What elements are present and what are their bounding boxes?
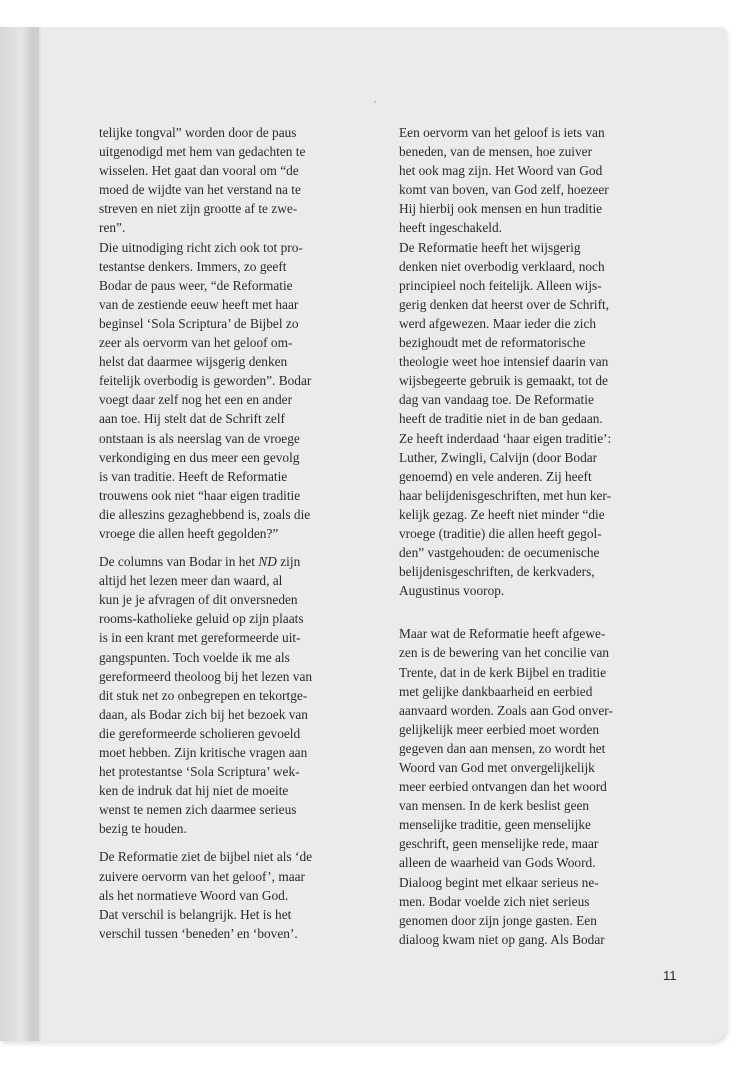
text-line: van mensen. In de kerk beslist geen bbox=[399, 798, 590, 814]
text-line: vroege (traditie) die allen heeft gegol- bbox=[399, 525, 602, 541]
text-line: menselijke traditie, geen menselijke bbox=[399, 817, 591, 833]
text-line: bezig te houden. bbox=[99, 821, 187, 837]
text-line: Trente, dat in de kerk Bijbel en traditie bbox=[399, 664, 607, 680]
text-line: kelijk gezag. Ze heeft niet minder “die bbox=[399, 506, 605, 522]
text-line: helst dat daarmee wijsgerig denken bbox=[99, 354, 288, 370]
text-line: telijke tongval” worden door de paus bbox=[99, 125, 297, 140]
text-line: die gereformeerde scholieren gevoeld bbox=[99, 725, 301, 741]
text-line: Een oervorm van het geloof is iets van bbox=[399, 125, 605, 140]
text-line: voegt daar zelf nog het een en ander bbox=[99, 392, 293, 408]
text-line: Augustinus voorop. bbox=[399, 583, 505, 599]
text-line: De Reformatie ziet de bijbel niet als ‘de bbox=[99, 849, 313, 865]
newspaper-abbreviation: ND bbox=[258, 554, 277, 570]
text-line: zen is de bewering van het concilie van bbox=[399, 645, 610, 661]
text-line: vroege die allen heeft gegolden?” bbox=[99, 525, 279, 541]
text-line: die alleszins gezaghebbend is, zoals die bbox=[99, 506, 311, 522]
text-line: geschrift, geen menselijke rede, maar bbox=[399, 836, 599, 852]
text-line: genoemd) en vele anderen. Zij heeft bbox=[399, 468, 592, 484]
text-line: moed de wijdte van het verstand na te bbox=[99, 182, 301, 198]
paragraph-7 bbox=[399, 624, 661, 949]
page-fold-line bbox=[36, 27, 39, 1041]
text-line: beneden, van de mensen, hoe zuiver bbox=[399, 144, 593, 160]
text-line: is in een krant met gereformeerde uit- bbox=[99, 630, 301, 646]
text-line: men. Bodar voelde zich niet serieus bbox=[399, 893, 590, 909]
paragraph-5 bbox=[399, 123, 661, 238]
text-line: Ze heeft inderdaad ‘haar eigen traditie’: bbox=[399, 430, 612, 446]
text-line: zeer als oervorm van het geloof om- bbox=[99, 335, 293, 351]
text-line: gerig denken dat heerst over de Schrift, bbox=[399, 296, 610, 312]
text-line: gangspunten. Toch voelde ik me als bbox=[99, 649, 290, 665]
text-line: komt van boven, van God zelf, hoezeer bbox=[399, 182, 609, 198]
text-line: dialoog kwam niet op gang. Als Bodar bbox=[399, 931, 605, 947]
text-line: daan, als Bodar zich bij het bezoek van bbox=[99, 706, 308, 722]
paragraph-6 bbox=[399, 238, 661, 601]
paragraph-1 bbox=[99, 123, 363, 238]
text-line: moet hebben. Zijn kritische vragen aan bbox=[99, 745, 308, 760]
text-line: Bodar de paus weer, “de Reformatie bbox=[99, 277, 293, 293]
paragraph-3 bbox=[99, 552, 363, 838]
text-line: Die uitnodiging richt zich ook tot pro- bbox=[99, 239, 303, 255]
text-line: het protestantse ‘Sola Scriptura’ wek- bbox=[99, 764, 300, 780]
paragraph-4 bbox=[99, 847, 363, 942]
left-text-column bbox=[99, 123, 363, 943]
text-line: Dat verschil is belangrijk. Het is het bbox=[99, 906, 292, 922]
text-line: ontstaan is als neerslag van de vroege bbox=[99, 430, 300, 446]
text-fragment: De columns van Bodar in het bbox=[99, 554, 259, 570]
text-line: ren”. bbox=[99, 220, 126, 236]
page-number: 11 bbox=[663, 968, 677, 983]
text-line: testantse denkers. Immers, zo geeft bbox=[99, 258, 287, 274]
right-text-column bbox=[399, 123, 661, 949]
text-line bbox=[99, 552, 363, 571]
text-line: gegeven dan aan mensen, zo wordt het bbox=[399, 740, 606, 756]
text-line: is van traditie. Heeft de Reformatie bbox=[99, 468, 288, 484]
text-line: trouwens ook niet “haar eigen traditie bbox=[99, 487, 301, 503]
text-line: wisselen. Het gaat dan vooral om “de bbox=[99, 163, 299, 179]
text-line: als het normatieve Woord van God. bbox=[99, 887, 289, 903]
text-fragment: zijn bbox=[276, 554, 301, 570]
text-line: wijsbegeerte gebruik is gemaakt, tot de bbox=[399, 373, 608, 389]
text-line: aanvaard worden. Zoals aan God onver- bbox=[399, 702, 613, 718]
text-line: principieel noch feitelijk. Alleen wijs- bbox=[399, 277, 602, 293]
text-line: genomen door zijn jonge gasten. Een bbox=[399, 912, 597, 928]
text-line: Woord van God met onvergelijkelijk bbox=[399, 760, 595, 775]
text-line: dit stuk net zo onbegrepen en tekortge- bbox=[99, 687, 308, 703]
text-line: kun je je afvragen of dit onversneden bbox=[99, 592, 298, 608]
text-line: van de zestiende eeuw heeft met haar bbox=[99, 296, 299, 312]
text-line: heeft ingeschakeld. bbox=[399, 220, 502, 236]
text-line: bezighoudt met de reformatorische bbox=[399, 335, 586, 351]
text-line: den” vastgehouden: de oecumenische bbox=[399, 545, 600, 561]
text-line: haar belijdenisgeschriften, met hun ker- bbox=[399, 487, 612, 503]
text-line: theologie weet hoe intensief daarin van bbox=[399, 354, 609, 370]
text-line: verschil tussen ‘beneden’ en ‘boven’. bbox=[99, 925, 298, 941]
text-line: altijd het lezen meer dan waard, al bbox=[99, 573, 283, 589]
text-line: Maar wat de Reformatie heeft afgewe- bbox=[399, 626, 606, 642]
text-line: belijdenisgeschriften, de kerkvaders, bbox=[399, 564, 595, 580]
text-line: alleen de waarheid van Gods Woord. bbox=[399, 855, 596, 871]
text-line: gereformeerd theoloog bij het lezen van bbox=[99, 668, 313, 684]
text-line: dag van vandaag toe. De Reformatie bbox=[399, 392, 594, 408]
text-line: ken de indruk dat hij niet de moeite bbox=[99, 783, 289, 799]
text-line: zuivere oervorm van het geloof’, maar bbox=[99, 868, 305, 884]
text-line: feitelijk overbodig is geworden”. Bodar bbox=[99, 373, 312, 389]
text-line: rooms-katholieke geluid op zijn plaats bbox=[99, 611, 304, 627]
paper-speck bbox=[374, 101, 376, 103]
text-line: heeft de traditie niet in de ban gedaan. bbox=[399, 411, 603, 427]
text-line: het ook mag zijn. Het Woord van God bbox=[399, 163, 603, 179]
text-line: met gelijke dankbaarheid en eerbied bbox=[399, 683, 593, 699]
text-line: Hij hierbij ook mensen en hun traditie bbox=[399, 201, 603, 217]
text-line: meer eerbied ontvangen dan het woord bbox=[399, 779, 607, 795]
text-line: Dialoog begint met elkaar serieus ne- bbox=[399, 874, 599, 890]
text-line: aan toe. Hij stelt dat de Schrift zelf bbox=[99, 411, 286, 427]
paragraph-2 bbox=[99, 238, 363, 544]
text-line: gelijkelijk meer eerbied moet worden bbox=[399, 721, 600, 737]
text-line: streven en niet zijn grootte af te zwe- bbox=[99, 201, 298, 217]
text-line: denken niet overbodig verklaard, noch bbox=[399, 258, 605, 274]
text-line: uitgenodigd met hem van gedachten te bbox=[99, 144, 306, 160]
text-line: Luther, Zwingli, Calvijn (door Bodar bbox=[399, 449, 598, 465]
text-line: De Reformatie heeft het wijsgerig bbox=[399, 239, 581, 255]
text-line: beginsel ‘Sola Scriptura’ de Bijbel zo bbox=[99, 315, 299, 331]
text-line: werd afgewezen. Maar ieder die zich bbox=[399, 315, 597, 331]
text-line: verkondiging en dus meer een gevolg bbox=[99, 449, 300, 465]
text-line: wenst te nemen zich daarmee serieus bbox=[99, 802, 297, 818]
